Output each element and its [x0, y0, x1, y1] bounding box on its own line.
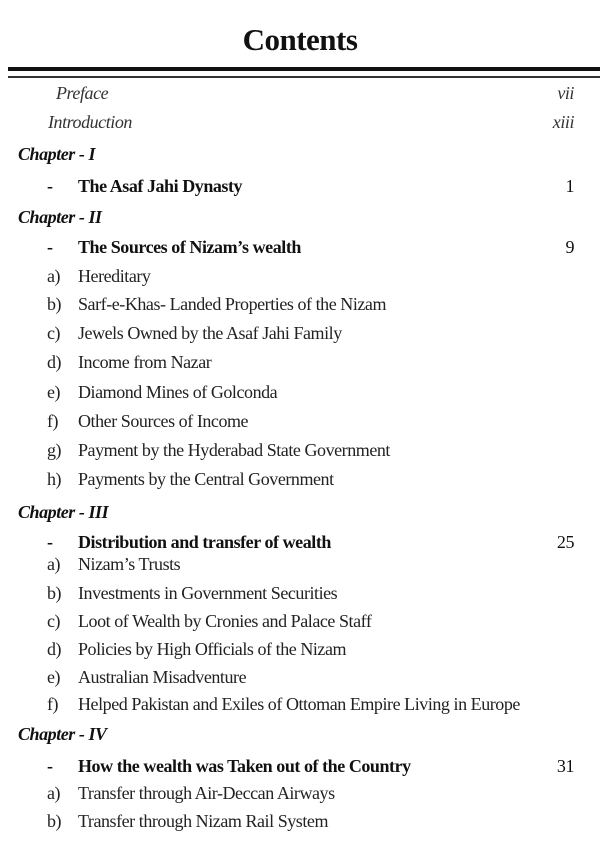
- toc-item[interactable]: [0, 692, 600, 716]
- section-title: How the wealth was Taken out of the Country: [78, 756, 411, 776]
- item-letter: e): [47, 382, 61, 402]
- page-number: xiii: [552, 112, 574, 132]
- toc-item[interactable]: [0, 581, 600, 605]
- item-text: Payment by the Hyderabad State Government: [78, 440, 390, 460]
- item-text: Helped Pakistan and Exiles of Ottoman Empire Living in Europe: [78, 694, 520, 714]
- page-number: 25: [556, 532, 574, 552]
- section-title: The Sources of Nizam’s wealth: [78, 237, 301, 257]
- item-letter: d): [47, 352, 62, 372]
- entry-label: Preface: [56, 83, 109, 103]
- item-letter: b): [47, 811, 62, 831]
- item-letter: d): [47, 639, 62, 659]
- toc-item[interactable]: [0, 809, 600, 833]
- chapter-heading: Chapter - II: [18, 207, 102, 227]
- page-number: 1: [565, 176, 574, 196]
- item-text: Other Sources of Income: [78, 411, 249, 431]
- dash: -: [47, 756, 53, 776]
- item-letter: f): [47, 694, 59, 714]
- item-letter: e): [47, 667, 61, 687]
- item-text: Diamond Mines of Golconda: [78, 382, 278, 402]
- item-letter: a): [47, 554, 61, 574]
- item-letter: c): [47, 323, 61, 343]
- chapter-heading: Chapter - I: [18, 144, 96, 164]
- item-letter: f): [47, 411, 59, 431]
- toc-section[interactable]: [0, 235, 600, 259]
- toc-item[interactable]: [0, 380, 600, 404]
- item-letter: a): [47, 266, 61, 286]
- toc-item[interactable]: [0, 552, 600, 576]
- toc-item[interactable]: [0, 665, 600, 689]
- title-rule-thin: [8, 76, 600, 78]
- chapter-heading: Chapter - III: [18, 502, 109, 522]
- item-letter: a): [47, 783, 61, 803]
- toc-item[interactable]: [0, 609, 600, 633]
- item-text: Nizam’s Trusts: [78, 554, 181, 574]
- section-title: The Asaf Jahi Dynasty: [78, 176, 243, 196]
- toc-item[interactable]: [0, 409, 600, 433]
- dash: -: [47, 532, 53, 552]
- toc-item[interactable]: [0, 781, 600, 805]
- section-title: Distribution and transfer of wealth: [78, 532, 331, 552]
- toc-item[interactable]: [0, 637, 600, 661]
- toc-item[interactable]: [0, 467, 600, 491]
- item-text: Jewels Owned by the Asaf Jahi Family: [78, 323, 342, 343]
- toc-item[interactable]: [0, 321, 600, 345]
- toc-item[interactable]: [0, 438, 600, 462]
- toc-item[interactable]: [0, 264, 600, 288]
- item-text: Loot of Wealth by Cronies and Palace Staff: [78, 611, 372, 631]
- item-letter: h): [47, 469, 62, 489]
- page-number: 9: [565, 237, 574, 257]
- item-text: Income from Nazar: [78, 352, 212, 372]
- item-letter: g): [47, 440, 62, 460]
- item-text: Investments in Government Securities: [78, 583, 338, 603]
- item-letter: b): [47, 583, 62, 603]
- toc-entry-introduction[interactable]: [0, 110, 600, 134]
- item-text: Transfer through Nizam Rail System: [78, 811, 329, 831]
- item-text: Sarf-e-Khas- Landed Properties of the Nizam: [78, 294, 387, 314]
- page-number: 31: [556, 756, 574, 776]
- item-letter: b): [47, 294, 62, 314]
- dash: -: [47, 237, 53, 257]
- item-text: Transfer through Air-Deccan Airways: [78, 783, 335, 803]
- title-rule-thick: [8, 67, 600, 71]
- page-title: Contents: [242, 22, 358, 57]
- dash: -: [47, 176, 53, 196]
- page-number: vii: [557, 83, 574, 103]
- chapter-heading: Chapter - IV: [18, 724, 107, 744]
- toc-section[interactable]: [0, 174, 600, 198]
- toc-section[interactable]: [0, 530, 600, 554]
- item-text: Hereditary: [78, 266, 151, 286]
- item-letter: c): [47, 611, 61, 631]
- item-text: Australian Misadventure: [78, 667, 247, 687]
- toc-entry-preface[interactable]: [0, 81, 600, 105]
- entry-label: Introduction: [48, 112, 132, 132]
- toc-section[interactable]: [0, 754, 600, 778]
- item-text: Policies by High Officials of the Nizam: [78, 639, 347, 659]
- item-text: Payments by the Central Government: [78, 469, 334, 489]
- toc-item[interactable]: [0, 292, 600, 316]
- toc-item[interactable]: [0, 350, 600, 374]
